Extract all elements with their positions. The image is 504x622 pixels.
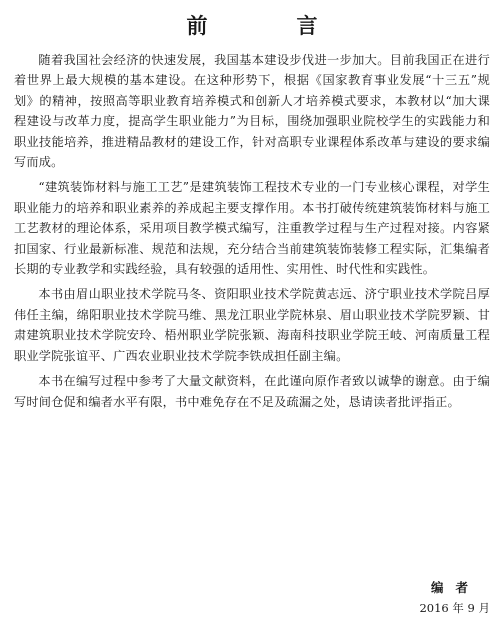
paragraph-course-description: “建筑装饰材料与施工工艺”是建筑装饰工程技术专业的一门专业核心课程，对学生职业能力的培养和职业素养的养成起主要支撑作用。本书打破传统建筑装饰材料与施工工艺教材的理论体系，采用项目教学模式编写，注重教学过程与生产过程对接。内容紧扣国家、行业最新标准、规范和法规，充分结合当前建筑装饰装修工程实际，汇集编者长期的专业教学和实践经验，具有较强的适用性、实用性、时代性和实践性。 [14,180,490,277]
page-title: 前 言 [186,13,352,38]
signature-name: 编者 [430,580,480,595]
paragraph-acknowledgement: 本书在编写过程中参考了大量文献资料，在此谨向原作者致以诚挚的谢意。由于编写时间仓促和编者水平有限，书中难免存在不足及疏漏之处，恳请读者批评指正。 [14,374,490,409]
signature-date: 2016 年 9 月 [419,601,490,615]
paragraph-background: 随着我国社会经济的快速发展，我国基本建设步伐进一步加大。目前我国正在进行着世界上最大规模的基本建设。在这种形势下，根据《国家教育事业发展“十三五”规划》的精神，按照高等职业教育培养模式和创新人才培养模式要求，本教材以“加大课程建设与改革力度，提高学生职业能力”为目标，围绕加强职业院校学生的实践能力和职业技能培养，推进精品教材的建设工作，针对高职专业课程体系改革与建设的要求编写而成。 [14,53,490,170]
paragraph-authors: 本书由眉山职业技术学院马冬、资阳职业技术学院黄志远、济宁职业技术学院吕厚伟任主编，绵阳职业技术学院马维、黑龙江职业学院林泉、眉山职业技术学院罗颖、甘肃建筑职业技术学院安玲、梧州职业学院张颖、海南科技职业学院王岐、河南质量工程职业学院张谊平、广西农业职业技术学院李铁成担任副主编。 [14,287,490,363]
